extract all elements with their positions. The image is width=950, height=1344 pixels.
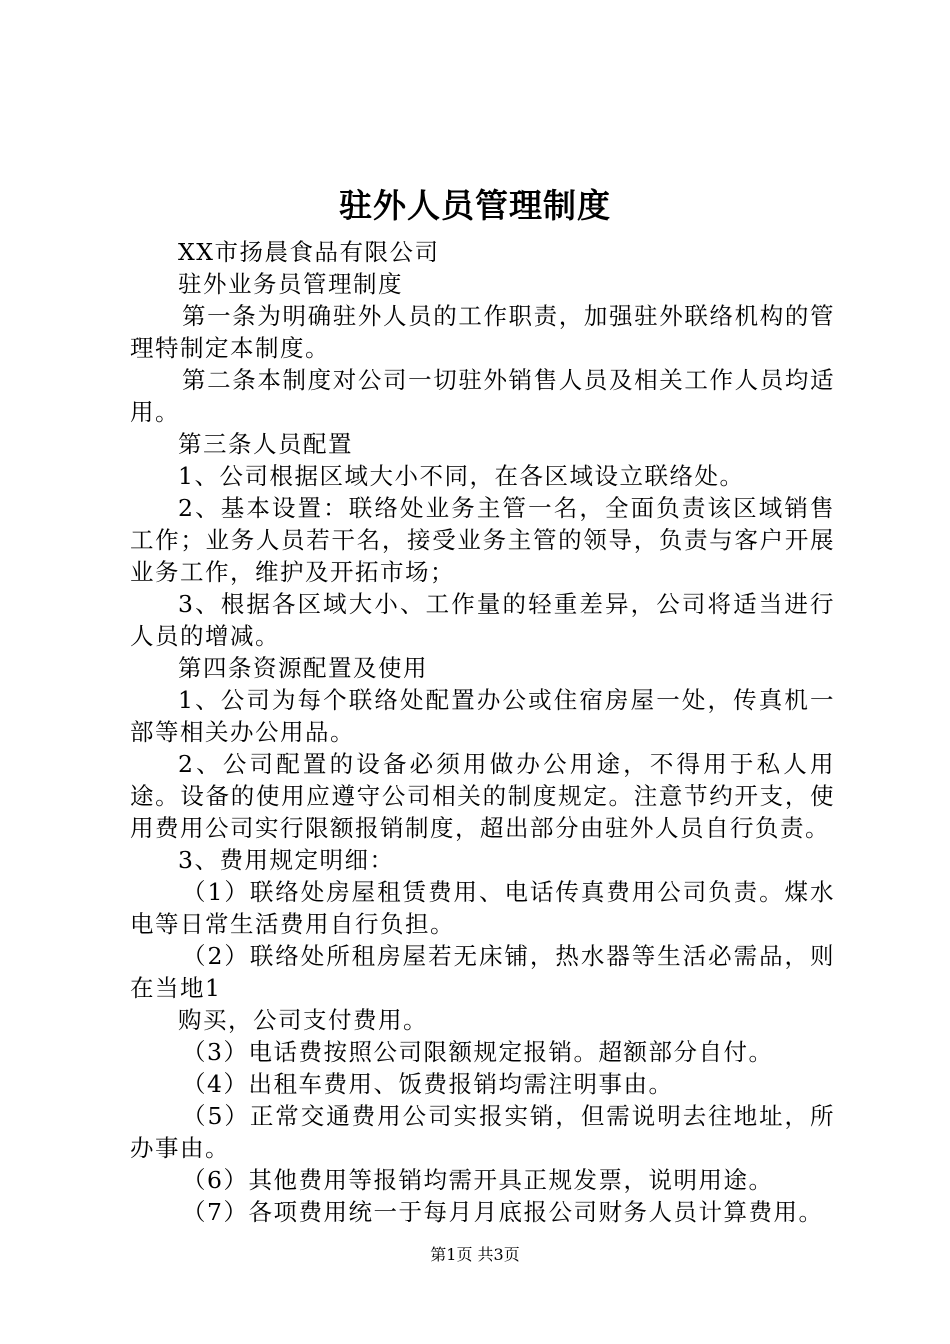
subtitle: 驻外业务员管理制度 — [178, 270, 403, 298]
document-title: 驻外人员管理制度 — [339, 186, 611, 225]
article-4-item-3: 3、费用规定明细： — [178, 846, 395, 874]
article-4-heading: 第四条资源配置及使用 — [178, 654, 428, 682]
article-2: 第二条本制度对公司一切驻外销售人员及相关工作人员均适用。 — [130, 366, 835, 426]
expense-item-3: （3）电话费按照公司限额规定报销。超额部分自付。 — [182, 1038, 774, 1066]
page-footer: 第1页 共3页 — [430, 1245, 520, 1264]
expense-item-5: （5）正常交通费用公司实报实销，但需说明去往地址，所办事由。 — [130, 1102, 835, 1162]
article-3-heading: 第三条人员配置 — [178, 430, 353, 458]
expense-item-2-continued: 购买，公司支付费用。 — [178, 1006, 428, 1034]
article-3-item-1: 1、公司根据区域大小不同，在各区域设立联络处。 — [178, 462, 745, 490]
article-4-item-2: 2、公司配置的设备必须用做办公用途，不得用于私人用途。设备的使用应遵守公司相关的制度规定。注意节约开支，使用费用公司实行限额报销制度，超出部分由驻外人员自行负责。 — [130, 750, 835, 842]
article-3-item-2: 2、基本设置：联络处业务主管一名，全面负责该区域销售工作；业务人员若干名，接受业务主管的领导，负责与客户开展业务工作，维护及开拓市场； — [130, 494, 835, 586]
expense-item-4: （4）出租车费用、饭费报销均需注明事由。 — [182, 1070, 674, 1098]
company-name: XX市扬晨食品有限公司 — [178, 238, 440, 266]
expense-item-2: （2）联络处所租房屋若无床铺，热水器等生活必需品，则在当地1 — [130, 942, 835, 1002]
article-3-item-3: 3、根据各区域大小、工作量的轻重差异，公司将适当进行人员的增减。 — [130, 590, 835, 650]
document-body — [130, 236, 835, 1228]
article-1: 第一条为明确驻外人员的工作职责，加强驻外联络机构的管理特制定本制度。 — [130, 302, 835, 362]
expense-item-6: （6）其他费用等报销均需开具正规发票，说明用途。 — [182, 1166, 774, 1194]
article-4-item-1: 1、公司为每个联络处配置办公或住宿房屋一处，传真机一部等相关办公用品。 — [130, 686, 835, 746]
expense-item-7: （7）各项费用统一于每月月底报公司财务人员计算费用。 — [182, 1198, 824, 1226]
expense-item-1: （1）联络处房屋租赁费用、电话传真费用公司负责。煤水电等日常生活费用自行负担。 — [130, 878, 835, 938]
